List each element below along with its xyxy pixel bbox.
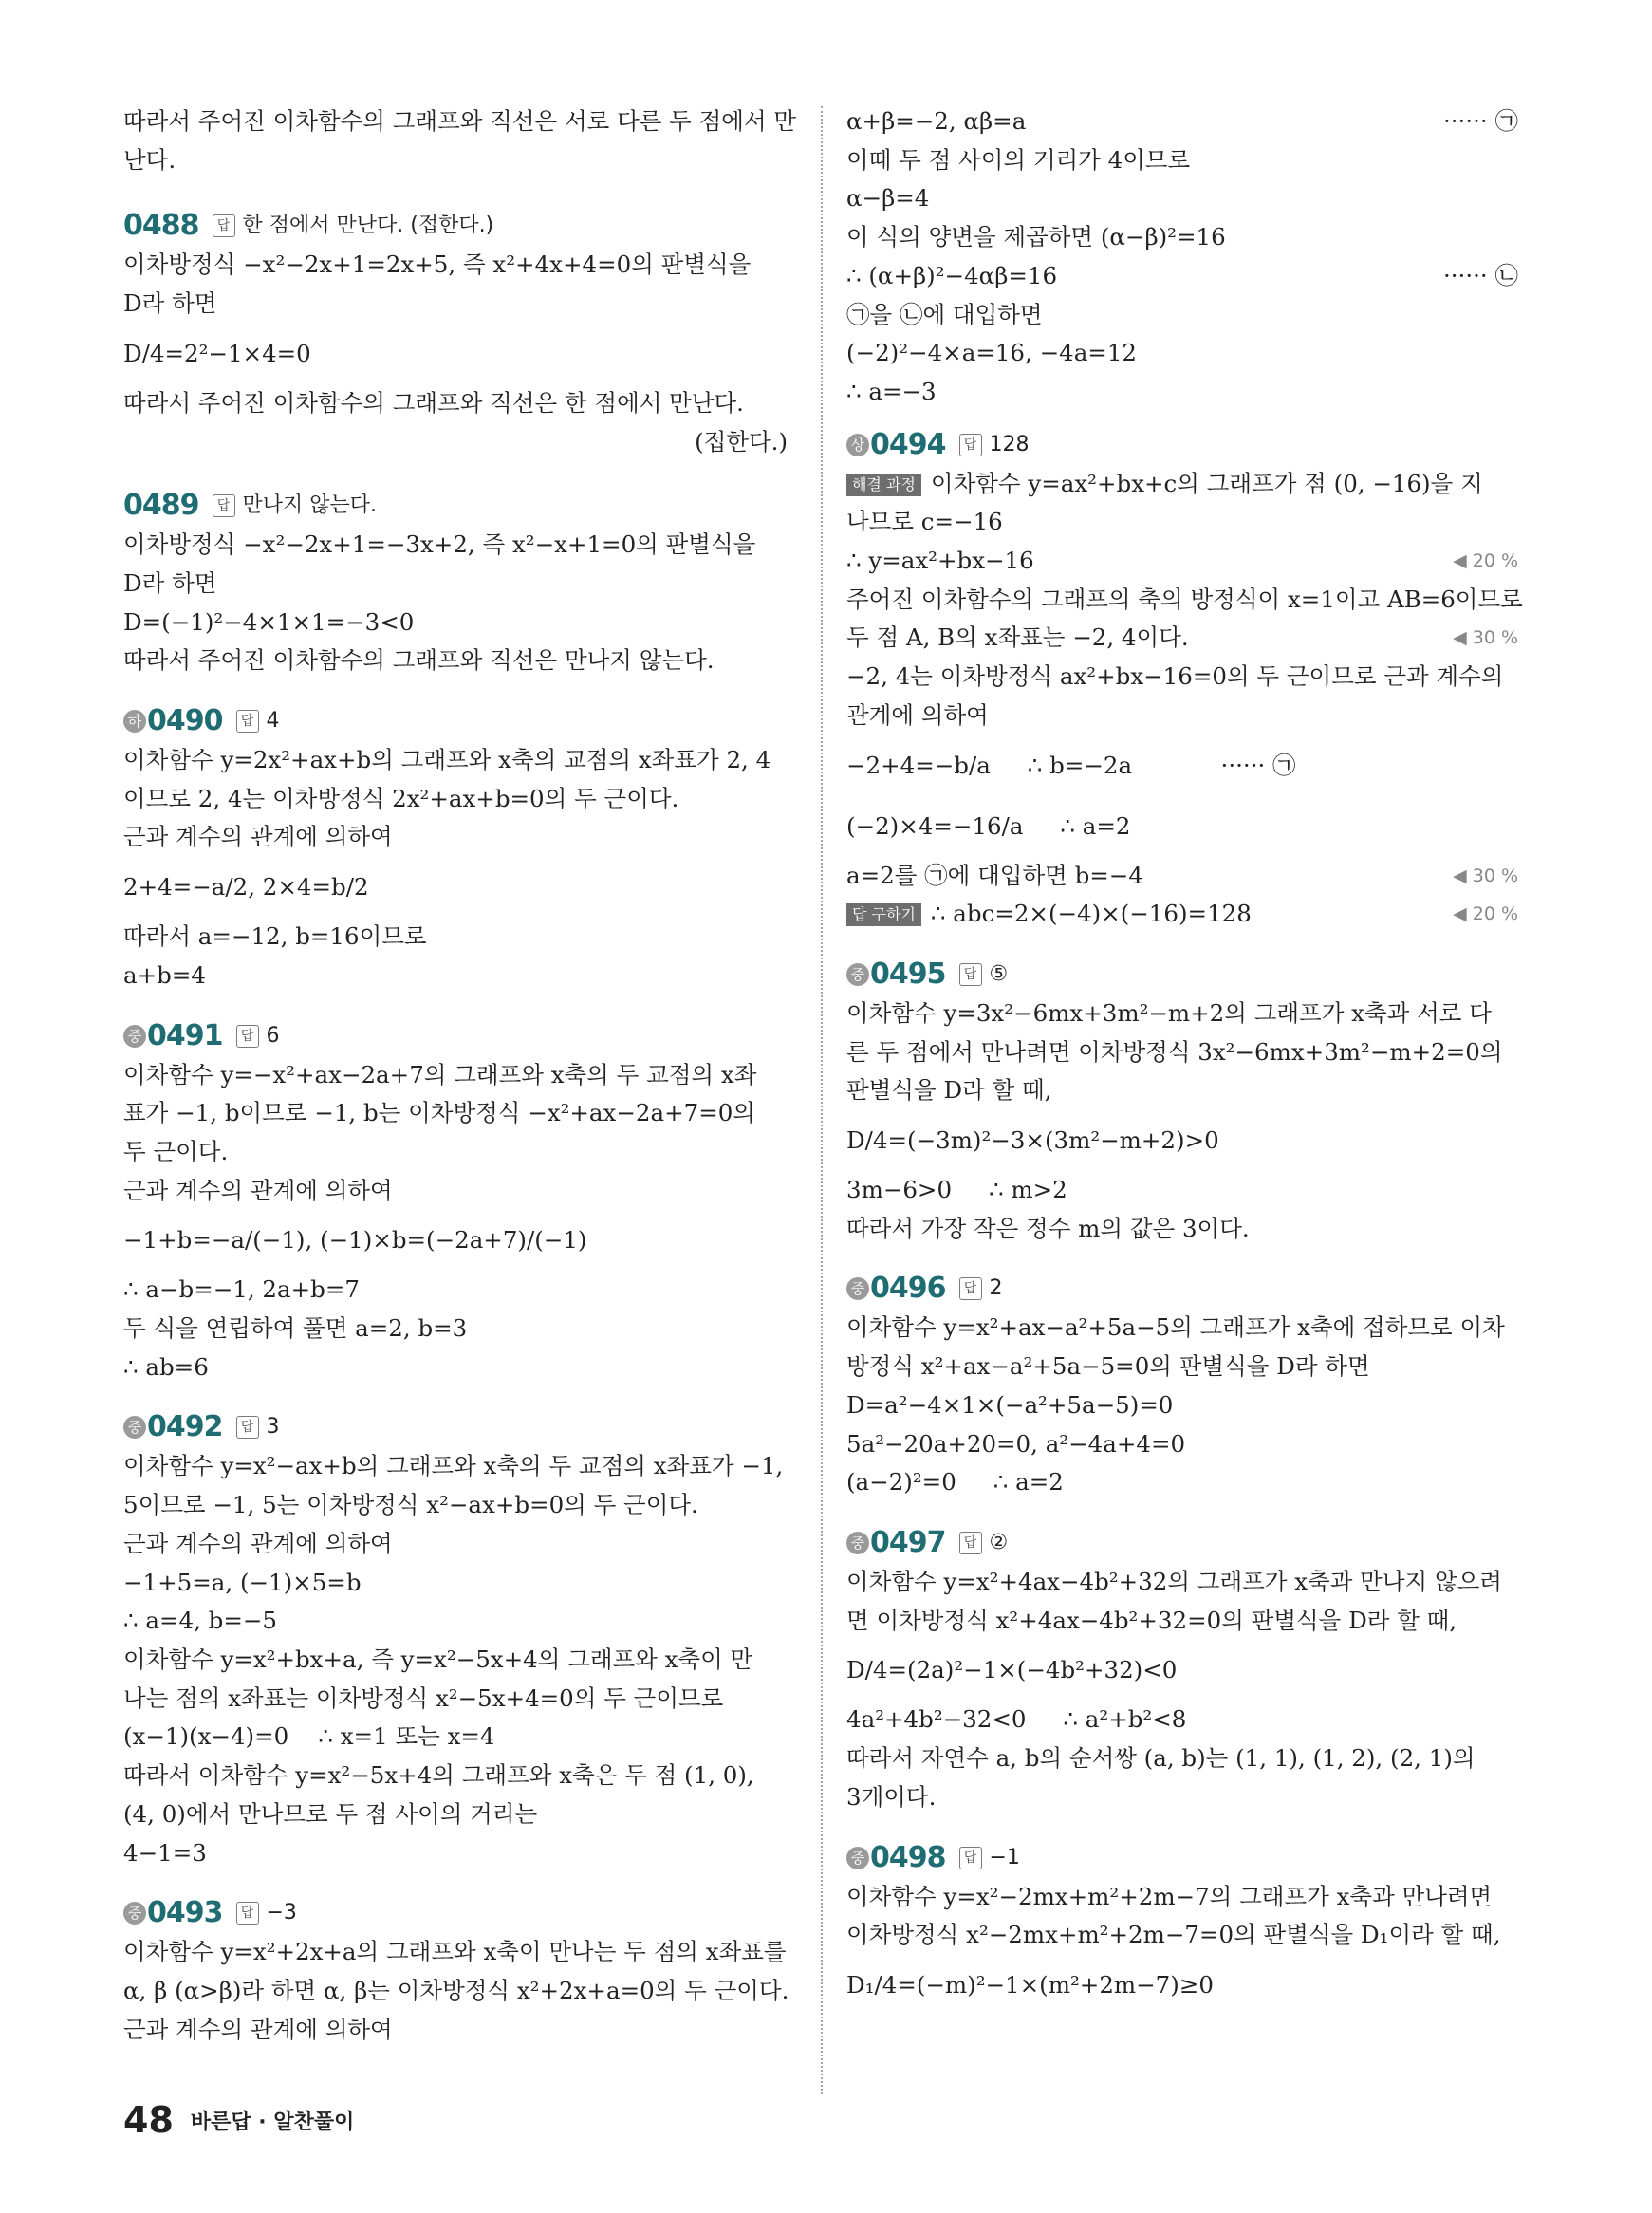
text-line: D라 하면 xyxy=(123,289,217,318)
answer-icon: 답 xyxy=(959,1532,982,1554)
text-line: 근과 계수의 관계에 의하여 xyxy=(123,2015,393,2043)
text-line: 근과 계수의 관계에 의하여 xyxy=(123,823,393,851)
difficulty-badge: 하 xyxy=(123,710,146,733)
text-line: 해결 과정 이차함수 y=ax²+bx+c의 그래프가 점 (0, −16)을 지 xyxy=(846,465,1518,504)
problem-header xyxy=(846,425,1518,465)
text-line: (4, 0)에서 만나므로 두 점 사이의 거리는 xyxy=(123,1799,538,1828)
difficulty-badge: 중 xyxy=(846,1532,869,1554)
difficulty-badge: 중 xyxy=(846,963,869,986)
equation-line: D₁/4=(−m)²−1×(m²+2m−7)≥0 xyxy=(846,1970,1214,1999)
column-divider xyxy=(821,106,823,2094)
text-line: 이차방정식 −x²−2x+1=2x+5, 즉 x²+4x+4=0의 판별식을 xyxy=(123,251,752,279)
text-line: 이차함수 y=x²+4ax−4b²+32의 그래프가 x축과 만나지 않으려 xyxy=(846,1567,1502,1595)
problem-0489 xyxy=(123,486,788,680)
answer-icon: 답 xyxy=(959,963,982,986)
problem-header xyxy=(846,955,1518,995)
problem-header xyxy=(123,1893,788,1933)
problem-header xyxy=(123,1407,788,1447)
equation-line: ∴ a=−3 xyxy=(846,377,937,405)
text-line: 이 식의 양변을 제곱하면 (α−β)²=16 xyxy=(846,223,1226,251)
problem-number: 0496 xyxy=(870,1272,946,1306)
text-line: a=2를 ㉠에 대입하면 b=−4 ◀ 30 % xyxy=(846,857,1518,896)
equation-line: 4a²+4b²−32<0 ∴ a²+b²<8 xyxy=(846,1705,1187,1734)
problem-header xyxy=(846,1523,1518,1563)
answer-text: −3 xyxy=(266,1901,297,1925)
problem-0488 xyxy=(123,206,788,461)
difficulty-badge: 상 xyxy=(846,434,869,456)
text-line: 이차함수 y=−x²+ax−2a+7의 그래프와 x축의 두 교점의 x좌 xyxy=(123,1060,757,1088)
answer-text: 2 xyxy=(989,1276,1003,1301)
text-line: 근과 계수의 관계에 의하여 xyxy=(123,1529,393,1557)
score-percent: ◀ 30 % xyxy=(1453,627,1518,649)
equation-line: ∴ a−b=−1, 2a+b=7 xyxy=(123,1275,360,1304)
answer-text: 3 xyxy=(266,1415,280,1440)
text-line: 5이므로 −1, 5는 이차방정식 x²−ax+b=0의 두 근이다. xyxy=(123,1491,698,1519)
equation-line: D=(−1)²−4×1×1=−3<0 xyxy=(123,607,415,636)
problem-0498 xyxy=(846,1838,1518,2016)
answer-icon: 답 xyxy=(959,1277,982,1300)
problem-0495 xyxy=(846,955,1518,1249)
text-line: 따라서 a=−12, b=16이므로 xyxy=(123,922,427,951)
answer-text: ② xyxy=(989,1530,1009,1554)
text-line: 두 식을 연립하여 풀면 a=2, b=3 xyxy=(123,1314,468,1343)
text-line: ㉠을 ㉡에 대입하면 xyxy=(846,300,1043,328)
problem-number: 0492 xyxy=(147,1410,223,1444)
problem-header xyxy=(123,701,788,741)
reference-mark: ······ ㉡ xyxy=(1442,261,1518,289)
answer-icon: 답 xyxy=(213,494,235,517)
difficulty-badge: 중 xyxy=(846,1847,869,1869)
answer-icon: 답 xyxy=(236,1416,259,1439)
problem-header xyxy=(123,206,788,246)
text-line: 이차함수 y=x²+bx+a, 즉 y=x²−5x+4의 그래프와 x축이 만 xyxy=(123,1645,753,1673)
text-line: 이므로 2, 4는 이차방정식 2x²+ax+b=0의 두 근이다. xyxy=(123,784,679,812)
problem-0497 xyxy=(846,1523,1518,1817)
equation-line: ∴ y=ax²+bx−16 ◀ 20 % xyxy=(846,542,1518,581)
equation-line: 2+4=−a/2, 2×4=b/2 xyxy=(123,873,369,902)
equation-line: −1+b=−a/(−1), (−1)×b=(−2a+7)/(−1) xyxy=(123,1226,587,1255)
difficulty-badge: 중 xyxy=(123,1902,146,1925)
problem-header xyxy=(846,1838,1518,1878)
equation-line: (x−1)(x−4)=0 ∴ x=1 또는 x=4 xyxy=(123,1722,495,1751)
equation-line: ∴ (α+β)²−4αβ=16 ······ ㉡ xyxy=(846,257,1518,296)
text-line: 이차함수 y=x²−2mx+m²+2m−7의 그래프가 x축과 만나려면 xyxy=(846,1882,1493,1910)
answer-icon: 답 xyxy=(213,214,235,237)
step-tag: 해결 과정 xyxy=(846,474,921,496)
text-line: 관계에 의하여 xyxy=(846,700,989,729)
score-percent: ◀ 20 % xyxy=(1453,903,1518,925)
answer-icon: 답 xyxy=(236,1025,259,1048)
text-line: 이차방정식 −x²−2x+1=−3x+2, 즉 x²−x+1=0의 판별식을 xyxy=(123,530,756,559)
text-line: 이차함수 y=2x²+ax+b의 그래프와 x축의 교점의 x좌표가 2, 4 xyxy=(123,746,771,774)
equation-line: (−2)×4=−16/a ∴ a=2 xyxy=(846,811,1131,840)
text-line: 따라서 이차함수 y=x²−5x+4의 그래프와 x축은 두 점 (1, 0), xyxy=(123,1761,754,1790)
text-line: 이차함수 y=x²−ax+b의 그래프와 x축의 두 교점의 x좌표가 −1, xyxy=(123,1452,784,1480)
equation-line: −2+4=−b/a ∴ b=−2a ······ ㉠ xyxy=(846,751,1296,779)
answer-text: 4 xyxy=(266,709,280,734)
answer-text: ⑤ xyxy=(989,961,1009,986)
text-line: −2, 4는 이차방정식 ax²+bx−16=0의 두 근이므로 근과 계수의 xyxy=(846,662,1504,691)
text-line: 따라서 자연수 a, b의 순서쌍 (a, b)는 (1, 1), (1, 2), (2, 1)의 xyxy=(846,1744,1476,1773)
problem-header xyxy=(123,486,788,526)
text-line: (접한다.) xyxy=(695,427,788,456)
problem-number: 0488 xyxy=(123,209,199,243)
equation-line: D/4=(−3m)²−3×(3m²−m+2)>0 xyxy=(846,1126,1219,1155)
text-line: 른 두 점에서 만나려면 이차방정식 3x²−6mx+3m²−m+2=0의 xyxy=(846,1037,1503,1066)
text-line: 두 점 A, B의 x좌표는 −2, 4이다. ◀ 30 % xyxy=(846,619,1518,658)
right-column xyxy=(846,102,1523,2016)
text-line: 표가 −1, b이므로 −1, b는 이차방정식 −x²+ax−2a+7=0의 xyxy=(123,1099,755,1127)
text-line: 나므로 c=−16 xyxy=(846,508,1003,536)
problem-0492 xyxy=(123,1407,788,1872)
text-line: 따라서 주어진 이차함수의 그래프와 직선은 만나지 않는다. xyxy=(123,646,715,675)
text-line: 이차함수 y=3x²−6mx+3m²−m+2의 그래프가 x축과 서로 다 xyxy=(846,998,1492,1027)
problem-header xyxy=(123,1016,788,1056)
text-line: 답 구하기 ∴ abc=2×(−4)×(−16)=128 ◀ 20 % xyxy=(846,895,1518,934)
text-line: 난다. xyxy=(123,145,176,174)
text-line: 근과 계수의 관계에 의하여 xyxy=(123,1176,393,1204)
equation-line: −1+5=a, (−1)×5=b xyxy=(123,1568,362,1596)
problem-number: 0491 xyxy=(147,1018,223,1052)
answer-text: −1 xyxy=(989,1845,1020,1869)
step-tag: 답 구하기 xyxy=(846,903,921,926)
text-line: 이때 두 점 사이의 거리가 4이므로 xyxy=(846,145,1191,174)
equation-line: α+β=−2, αβ=a ······ ㉠ xyxy=(846,102,1518,141)
answer-icon: 답 xyxy=(959,1847,982,1869)
text-line: 면 이차방정식 x²+4ax−4b²+32=0의 판별식을 D라 할 때, xyxy=(846,1606,1457,1634)
equation-line: ∴ a=4, b=−5 xyxy=(123,1607,278,1635)
problem-0491 xyxy=(123,1016,788,1387)
answer-icon: 답 xyxy=(236,1902,259,1925)
equation-line: a+b=4 xyxy=(123,960,206,989)
equation-line: (a−2)²=0 ∴ a=2 xyxy=(846,1468,1064,1497)
difficulty-badge: 중 xyxy=(846,1277,869,1300)
text-line: α, β (α>β)라 하면 α, β는 이차방정식 x²+2x+a=0의 두 근이다. xyxy=(123,1976,789,2004)
page-number: 48 xyxy=(123,2099,174,2141)
page-footer xyxy=(123,2099,354,2141)
score-percent: ◀ 20 % xyxy=(1453,550,1518,572)
answer-icon: 답 xyxy=(959,434,982,456)
equation-line: 3m−6>0 ∴ m>2 xyxy=(846,1176,1067,1204)
difficulty-badge: 중 xyxy=(123,1025,146,1048)
text-line: D라 하면 xyxy=(123,568,217,597)
text-line: 판별식을 D라 할 때, xyxy=(846,1076,1052,1105)
left-column xyxy=(123,102,797,2049)
problem-0490 xyxy=(123,701,788,995)
equation-line: 5a²−20a+20=0, a²−4a+4=0 xyxy=(846,1429,1186,1458)
reference-mark: ······ ㉠ xyxy=(1442,107,1518,135)
text-line: 이차방정식 x²−2mx+m²+2m−7=0의 판별식을 D₁이라 할 때, xyxy=(846,1921,1501,1949)
equation-line: D=a²−4×1×(−a²+5a−5)=0 xyxy=(846,1390,1174,1419)
text-line: 나는 점의 x좌표는 이차방정식 x²−5x+4=0의 두 근이므로 xyxy=(123,1683,724,1712)
equation-line: α−β=4 xyxy=(846,184,930,213)
problem-number: 0493 xyxy=(147,1896,223,1930)
answer-text: 128 xyxy=(989,432,1030,456)
book-title: 바른답 · 알찬풀이 xyxy=(190,2110,355,2134)
problem-number: 0490 xyxy=(147,704,223,738)
equation-line: 4−1=3 xyxy=(123,1838,207,1867)
problem-number: 0494 xyxy=(870,427,946,461)
answer-icon: 답 xyxy=(236,710,259,733)
difficulty-badge: 중 xyxy=(123,1416,146,1439)
text-line: 따라서 주어진 이차함수의 그래프와 직선은 한 점에서 만난다. xyxy=(123,388,744,417)
problem-0494 xyxy=(846,425,1523,934)
text-line: 3개이다. xyxy=(846,1782,937,1811)
answer-text: 한 점에서 만난다. (접한다.) xyxy=(242,214,494,238)
text-line: 주어진 이차함수의 그래프의 축의 방정식이 x=1이고 AB=6이므로 xyxy=(846,585,1523,613)
text-line: 두 근이다. xyxy=(123,1137,229,1165)
equation-line: ∴ ab=6 xyxy=(123,1352,209,1381)
equation-line: D/4=2²−1×4=0 xyxy=(123,339,311,367)
problem-0496 xyxy=(846,1269,1518,1502)
answer-text: 6 xyxy=(266,1023,280,1048)
problem-number: 0495 xyxy=(870,957,946,991)
answer-text: 만나지 않는다. xyxy=(242,493,377,518)
equation-line: D/4=(2a)²−1×(−4b²+32)<0 xyxy=(846,1656,1178,1684)
text-line: 이차함수 y=x²+2x+a의 그래프와 x축이 만나는 두 점의 x좌표를 xyxy=(123,1938,787,1966)
problem-0493 xyxy=(123,1893,788,2049)
score-percent: ◀ 30 % xyxy=(1453,865,1518,886)
equation-line: (−2)²−4×a=16, −4a=12 xyxy=(846,339,1138,367)
problem-number: 0489 xyxy=(123,489,199,523)
text-line: 이차함수 y=x²+ax−a²+5a−5의 그래프가 x축에 접하므로 이차 xyxy=(846,1313,1505,1342)
text-line: 따라서 가장 작은 정수 m의 값은 3이다. xyxy=(846,1214,1250,1242)
problem-number: 0497 xyxy=(870,1525,946,1559)
problem-header xyxy=(846,1269,1518,1309)
text-line: 방정식 x²+ax−a²+5a−5=0의 판별식을 D라 하면 xyxy=(846,1352,1370,1381)
text-line: 따라서 주어진 이차함수의 그래프와 직선은 서로 다른 두 점에서 만 xyxy=(123,107,797,135)
problem-number: 0498 xyxy=(870,1840,946,1874)
